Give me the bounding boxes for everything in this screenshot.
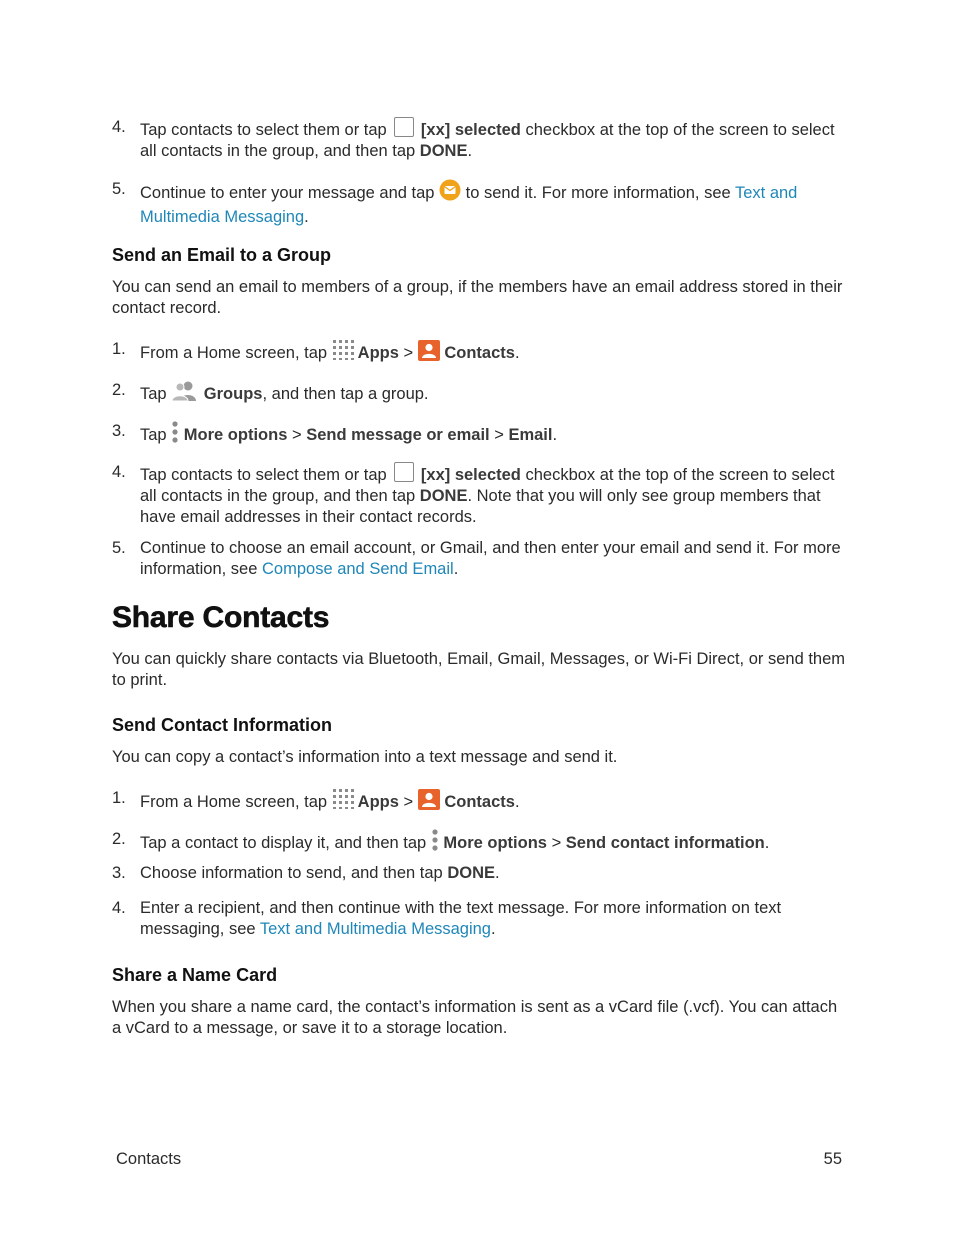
done-label: DONE xyxy=(419,142,468,160)
step-text: Enter a recipient, and then continue with the text message. For more information on text messaging, see xyxy=(140,899,782,938)
selected-label: [xx] selected xyxy=(420,466,521,484)
email-step-5 xyxy=(112,538,847,580)
compose-send-email-link[interactable]: Compose and Send Email xyxy=(262,560,454,578)
email-step-2 xyxy=(112,380,847,408)
separator: > xyxy=(551,834,562,852)
section-heading-email-group: Send an Email to a Group xyxy=(112,245,332,265)
step-text: Tap xyxy=(140,426,167,444)
intro-text: You can send an email to members of a group, if the members have an email address stored in their contact record. xyxy=(112,278,843,317)
email-group-intro xyxy=(112,277,847,319)
email-step-3 xyxy=(112,421,847,449)
section-heading-name-card: Share a Name Card xyxy=(112,965,278,985)
contacts-app-icon xyxy=(418,789,440,816)
contact-info-step-4 xyxy=(112,898,847,940)
step-text: Tap contacts to select them or tap xyxy=(140,121,387,139)
punct: . xyxy=(453,560,459,578)
punct: . xyxy=(764,834,770,852)
intro-text: When you share a name card, the contact’s information is sent as a vCard file (.vcf). You can attach a vCard to a message, or save it to a storage location. xyxy=(112,998,838,1037)
more-options-label: More options xyxy=(183,426,288,444)
step-text: From a Home screen, tap xyxy=(140,344,328,362)
step-text: Tap xyxy=(140,385,167,403)
step-number: 1. xyxy=(112,789,126,807)
step-number: 4. xyxy=(112,463,126,481)
footer-section-name: Contacts xyxy=(116,1150,182,1168)
punct: . xyxy=(514,344,520,362)
contact-info-step-1 xyxy=(112,788,847,816)
step-text: Tap a contact to display it, and then tap xyxy=(140,834,427,852)
step-number: 3. xyxy=(112,864,126,882)
separator: > xyxy=(403,793,414,811)
step-text: checkbox at the top of the screen to select all contacts in the group, and then tap xyxy=(140,121,835,160)
share-intro xyxy=(112,649,847,691)
intro-text: You can copy a contact’s information into a text message and send it. xyxy=(112,748,618,766)
section-heading-contact-info: Send Contact Information xyxy=(112,715,332,735)
step-text: . Note that you will only see group members that have email addresses in their contact records. xyxy=(140,487,821,526)
step-text: , and then tap a group. xyxy=(262,385,429,403)
punct: . xyxy=(494,864,500,882)
contacts-app-icon xyxy=(418,340,440,367)
contacts-label: Contacts xyxy=(444,793,515,811)
contact-info-step-3 xyxy=(112,863,847,884)
punct: . xyxy=(552,426,558,444)
separator: > xyxy=(291,426,302,444)
apps-label: Apps xyxy=(357,793,399,811)
step-text: Continue to choose an email account, or Gmail, and then enter your email and send it. For more information, see xyxy=(140,539,841,578)
text-multimedia-messaging-link[interactable]: Text and Multimedia Messaging xyxy=(259,920,491,938)
footer-page-number: 55 xyxy=(823,1150,842,1168)
step-5-send-message xyxy=(112,179,847,228)
done-label: DONE xyxy=(447,864,495,882)
step-number: 1. xyxy=(112,340,126,358)
checkbox-icon xyxy=(394,462,414,482)
step-number: 2. xyxy=(112,830,126,848)
checkbox-icon xyxy=(394,117,414,137)
send-contact-information-label: Send contact information xyxy=(565,834,765,852)
step-text: Choose information to send, and then tap xyxy=(140,864,443,882)
step-number: 4. xyxy=(112,899,126,917)
email-step-1 xyxy=(112,339,847,367)
done-label: DONE xyxy=(419,487,468,505)
step-number: 2. xyxy=(112,381,126,399)
email-label: Email xyxy=(508,426,553,444)
email-step-4 xyxy=(112,462,847,528)
step-text: Tap contacts to select them or tap xyxy=(140,466,387,484)
separator: > xyxy=(403,344,414,362)
send-message-icon xyxy=(439,179,461,207)
step-text: checkbox at the top of the screen to select all contacts in the group, and then tap xyxy=(140,466,835,505)
step-text: to send it. For more information, see xyxy=(465,184,731,202)
step-number: 5. xyxy=(112,539,126,557)
contacts-label: Contacts xyxy=(444,344,515,362)
step-number: 5. xyxy=(112,180,126,198)
apps-grid-icon xyxy=(332,788,358,816)
separator: > xyxy=(494,426,504,444)
punct: . xyxy=(514,793,520,811)
intro-text: You can quickly share contacts via Bluetooth, Email, Gmail, Messages, or Wi-Fi Direct, or send them to print. xyxy=(112,650,846,689)
more-options-icon xyxy=(171,421,179,449)
groups-icon xyxy=(171,380,199,408)
apps-label: Apps xyxy=(357,344,399,362)
name-card-intro xyxy=(112,997,847,1039)
contact-info-step-2 xyxy=(112,829,847,857)
punct: . xyxy=(304,208,309,226)
step-text: From a Home screen, tap xyxy=(140,793,328,811)
contact-info-intro xyxy=(112,747,847,768)
selected-label: [xx] selected xyxy=(420,121,521,139)
text-multimedia-messaging-link[interactable]: Text and Multimedia Messaging xyxy=(140,184,798,226)
more-options-label: More options xyxy=(443,834,547,852)
more-options-icon xyxy=(431,829,439,857)
punct: . xyxy=(467,142,473,160)
step-4-select-contacts xyxy=(112,117,847,162)
apps-grid-icon xyxy=(332,339,358,367)
punct: . xyxy=(491,920,496,938)
page-title-share-contacts: Share Contacts xyxy=(112,601,330,634)
step-number: 3. xyxy=(112,422,126,440)
step-number: 4. xyxy=(112,118,126,136)
send-message-or-email-label: Send message or email xyxy=(306,426,490,444)
step-text: Continue to enter your message and tap xyxy=(140,184,435,202)
groups-label: Groups xyxy=(203,385,263,403)
